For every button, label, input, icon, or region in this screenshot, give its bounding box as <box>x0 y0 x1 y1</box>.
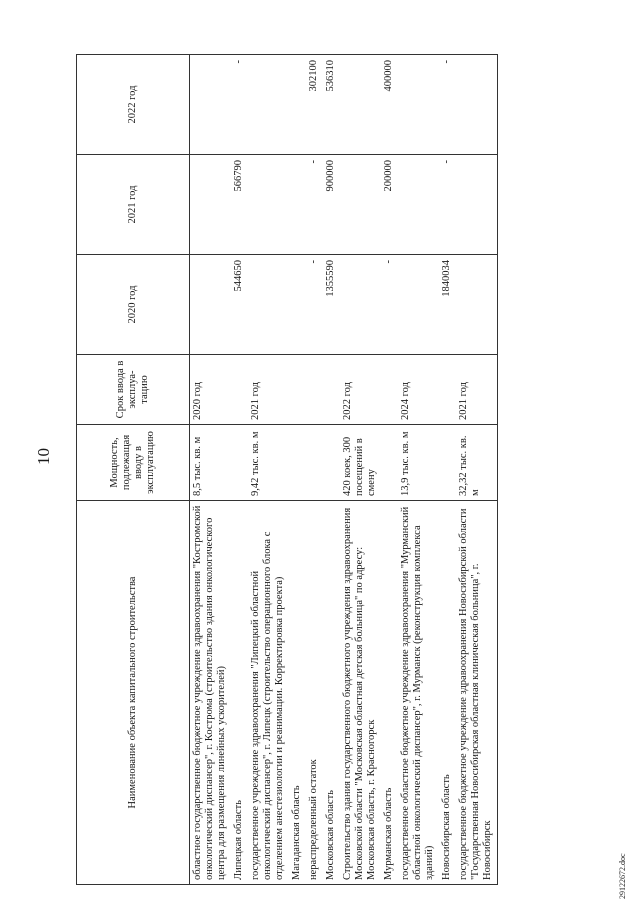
row-2021 <box>398 155 439 255</box>
row-name: Мурманская область <box>381 501 398 885</box>
row-name: Магаданская область <box>289 501 306 885</box>
document-id: 29122672.doc <box>618 853 627 899</box>
row-capacity: 13,9 тыс. кв. м <box>398 425 439 501</box>
row-capacity: 32,32 тыс. кв. м <box>456 425 498 501</box>
table-row <box>398 55 439 885</box>
row-2020: 1840034 <box>439 255 456 355</box>
row-capacity <box>231 425 248 501</box>
table-row <box>439 55 456 885</box>
row-name: государственное учреждение здравоохранения "Липецкий областной онкологический диспансер", г. Липецк (строительство операционного блока с отделением анестезиологии и реанимации. Корректировка проекта) <box>248 501 289 885</box>
row-term: 2022 год <box>340 355 381 425</box>
row-2022 <box>248 55 289 155</box>
row-capacity <box>381 425 398 501</box>
row-term <box>306 355 323 425</box>
row-capacity <box>323 425 340 501</box>
row-name: Новосибирская область <box>439 501 456 885</box>
row-name: государственное областное бюджетное учреждение здравоохранения "Мурманский областной онкологический диспансер", г. Мурманск (реконструкция комплекса зданий) <box>398 501 439 885</box>
table-row <box>306 55 323 885</box>
row-2020: - <box>381 255 398 355</box>
row-capacity <box>306 425 323 501</box>
row-2022 <box>398 55 439 155</box>
table-row <box>231 55 248 885</box>
row-2020: - <box>306 255 323 355</box>
row-capacity: 9,42 тыс. кв. м <box>248 425 289 501</box>
table-row <box>248 55 289 885</box>
row-name: Липецкая область <box>231 501 248 885</box>
row-2020 <box>398 255 439 355</box>
table-row <box>340 55 381 885</box>
row-name: государственное бюджетное учреждение здравоохранения Новосибирской области "Государственная Новосибирская областная клиническая больница", г. Новосибирск <box>456 501 498 885</box>
header-2021: 2021 год <box>77 155 190 255</box>
row-term <box>439 355 456 425</box>
row-2021 <box>340 155 381 255</box>
row-2021 <box>248 155 289 255</box>
row-capacity <box>439 425 456 501</box>
row-2021: - <box>306 155 323 255</box>
row-term: 2021 год <box>456 355 498 425</box>
row-2021: - <box>439 155 456 255</box>
table-row <box>323 55 340 885</box>
row-2020: 1355590 <box>323 255 340 355</box>
row-name: областное государственное бюджетное учреждение здравоохранения "Костромской онкологический диспансер", г. Кострома (строительство здания онкологического центра для размещения линейных ускорителей) <box>190 501 232 885</box>
row-term: 2020 год <box>190 355 232 425</box>
row-2022: - <box>439 55 456 155</box>
header-2020: 2020 год <box>77 255 190 355</box>
table-row <box>289 55 306 885</box>
header-term: Срок ввода в эксплуа-тацию <box>77 355 190 425</box>
row-2021: 566790 <box>231 155 248 255</box>
row-2021: 900000 <box>323 155 340 255</box>
row-2022 <box>289 55 306 155</box>
row-2022: 536310 <box>323 55 340 155</box>
row-2021 <box>190 155 232 255</box>
row-2022 <box>456 55 498 155</box>
row-2021 <box>289 155 306 255</box>
row-2022 <box>190 55 232 155</box>
table-row <box>456 55 498 885</box>
header-2022: 2022 год <box>77 55 190 155</box>
row-capacity <box>289 425 306 501</box>
row-term <box>381 355 398 425</box>
row-term: 2024 год <box>398 355 439 425</box>
row-term: 2021 год <box>248 355 289 425</box>
row-capacity: 8,5 тыс. кв. м <box>190 425 232 501</box>
row-2022: 302100 <box>306 55 323 155</box>
table-header-row <box>77 55 190 885</box>
table-row <box>381 55 398 885</box>
row-2020: 544650 <box>231 255 248 355</box>
header-capacity: Мощность, подлежащая вводу в эксплуатацию <box>77 425 190 501</box>
row-name: Московская область <box>323 501 340 885</box>
row-2021 <box>456 155 498 255</box>
row-name: нераспределенный остаток <box>306 501 323 885</box>
row-2020 <box>289 255 306 355</box>
row-2020 <box>190 255 232 355</box>
row-2020 <box>456 255 498 355</box>
row-term <box>231 355 248 425</box>
row-2020 <box>248 255 289 355</box>
capital-construction-table <box>76 54 498 885</box>
row-capacity: 420 коек, 300 посещений в смену <box>340 425 381 501</box>
header-name: Наименование объекта капитального строительства <box>77 501 190 885</box>
row-2022: - <box>231 55 248 155</box>
row-term <box>289 355 306 425</box>
row-2022 <box>340 55 381 155</box>
row-name: Строительство здания государственного бюджетного учреждения здравоохранения Московской области "Московская областная детская больница" по адресу: Московская область, г. Красногорск <box>340 501 381 885</box>
table-row <box>190 55 232 885</box>
row-term <box>323 355 340 425</box>
row-2020 <box>340 255 381 355</box>
row-2021: 200000 <box>381 155 398 255</box>
row-2022: 400000 <box>381 55 398 155</box>
page-number: 10 <box>34 448 53 465</box>
